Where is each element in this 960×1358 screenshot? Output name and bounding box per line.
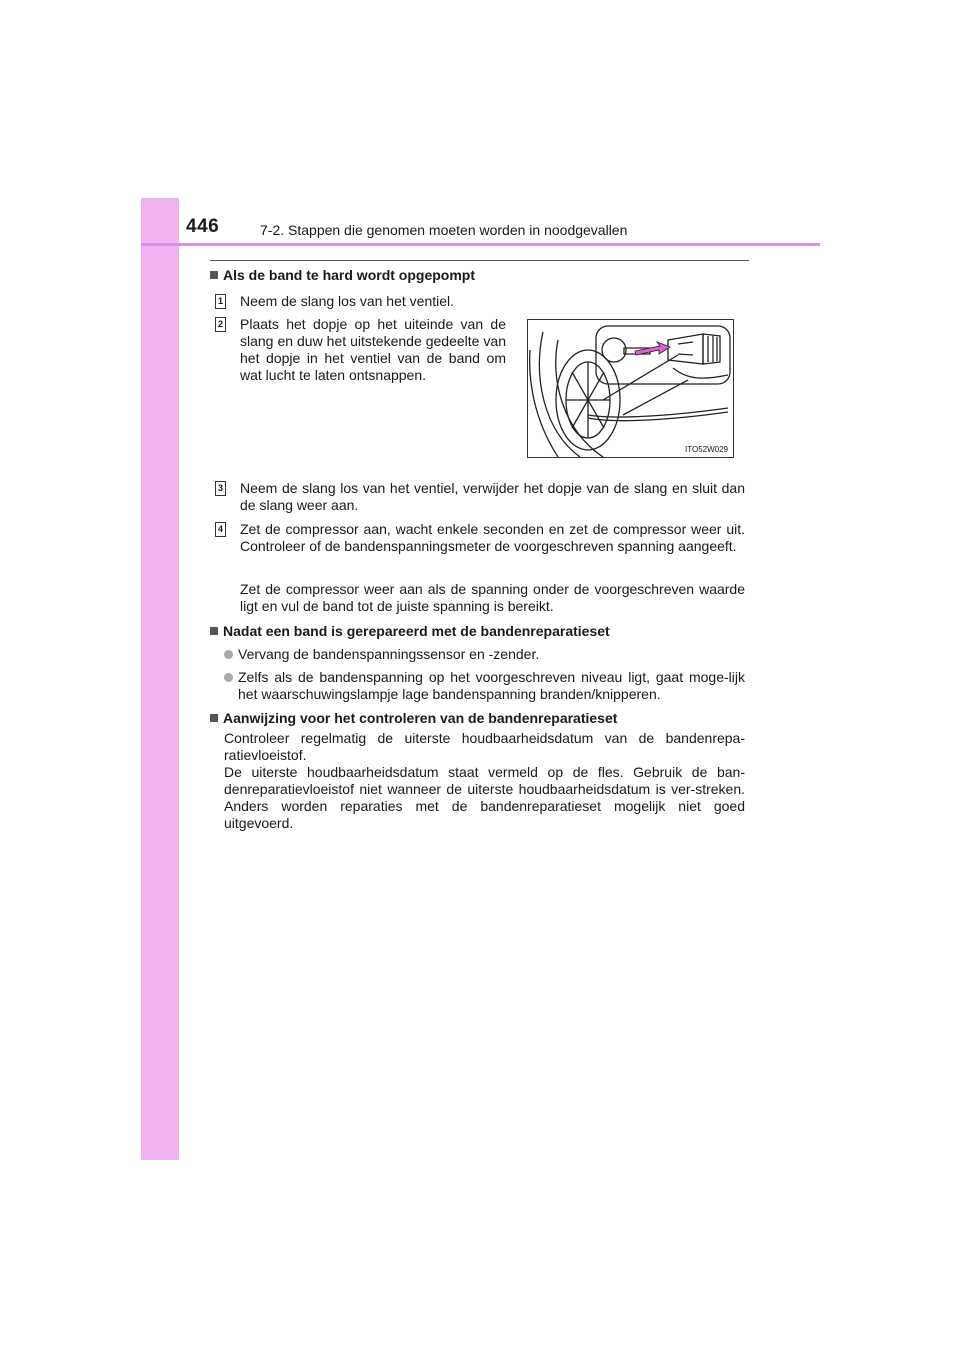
round-bullet-icon [224,650,233,659]
paragraph: Controleer regelmatig de uiterste houdbaarheidsdatum van de bandenrepa-ratievloeistof. [224,730,745,763]
step-number-3: 3 [215,481,226,496]
content-rule [210,260,749,261]
header-rule [141,243,820,246]
figure-label: ITO52W029 [685,445,728,454]
square-bullet-icon [210,271,218,279]
step-3-text: Neem de slang los van het ventiel, verwijder het dopje van de slang en sluit dan de slang weer aan. [240,480,745,513]
step-4-extra-text: Zet de compressor weer aan als de spanning onder de voorgeschreven waarde ligt en vul de band tot de juiste spanning is bereikt. [240,581,745,614]
page-number: 446 [186,216,220,237]
bullet-text: Zelfs als de bandenspanning op het voorgeschreven niveau ligt, gaat moge-lijk het waarschuwingslampje lage bandenspanning branden/knipperen. [238,669,745,702]
bullet-item [224,669,745,703]
bullet-text: Vervang de bandenspanningssensor en -zender. [238,646,540,662]
heading-text: Nadat een band is gerepareerd met de bandenreparatieset [223,623,610,639]
sidebar-tab [141,198,179,1160]
tire-valve-figure [527,319,734,458]
heading-overinflated [210,267,475,284]
square-bullet-icon [210,627,218,635]
step-number-2: 2 [215,317,226,332]
section-title: 7-2. Stappen die genomen moeten worden in noodgevallen [260,222,628,238]
heading-after-repair [210,623,610,640]
step-number-1: 1 [215,294,226,309]
tire-valve-illustration [528,320,733,457]
round-bullet-icon [224,673,233,682]
paragraph: De uiterste houdbaarheidsdatum staat vermeld op de fles. Gebruik de ban-denreparatievloeistof niet wanneer de uiterste houdbaarheidsdatum is ver-streken. Anders worden reparaties met de bandenreparatieset mogelijk niet goed uitgevoerd. [224,764,745,831]
step-4-text: Zet de compressor aan, wacht enkele seconden en zet de compressor weer uit. Controleer of de bandenspanningsmeter de voorgeschreven spanning aangeeft. [240,521,745,554]
bullet-item [224,646,745,663]
heading-checking-kit [210,710,617,727]
square-bullet-icon [210,714,218,722]
step-number-4: 4 [215,522,226,537]
step-2-text: Plaats het dopje op het uiteinde van de slang en duw het uitstekende gedeelte van het dopje in het ventiel van de band om wat lucht te laten ontsnappen. [240,316,506,383]
heading-text: Aanwijzing voor het controleren van de bandenreparatieset [223,710,618,726]
heading-text: Als de band te hard wordt opgepompt [223,267,475,283]
step-1-text: Neem de slang los van het ventiel. [240,293,455,309]
